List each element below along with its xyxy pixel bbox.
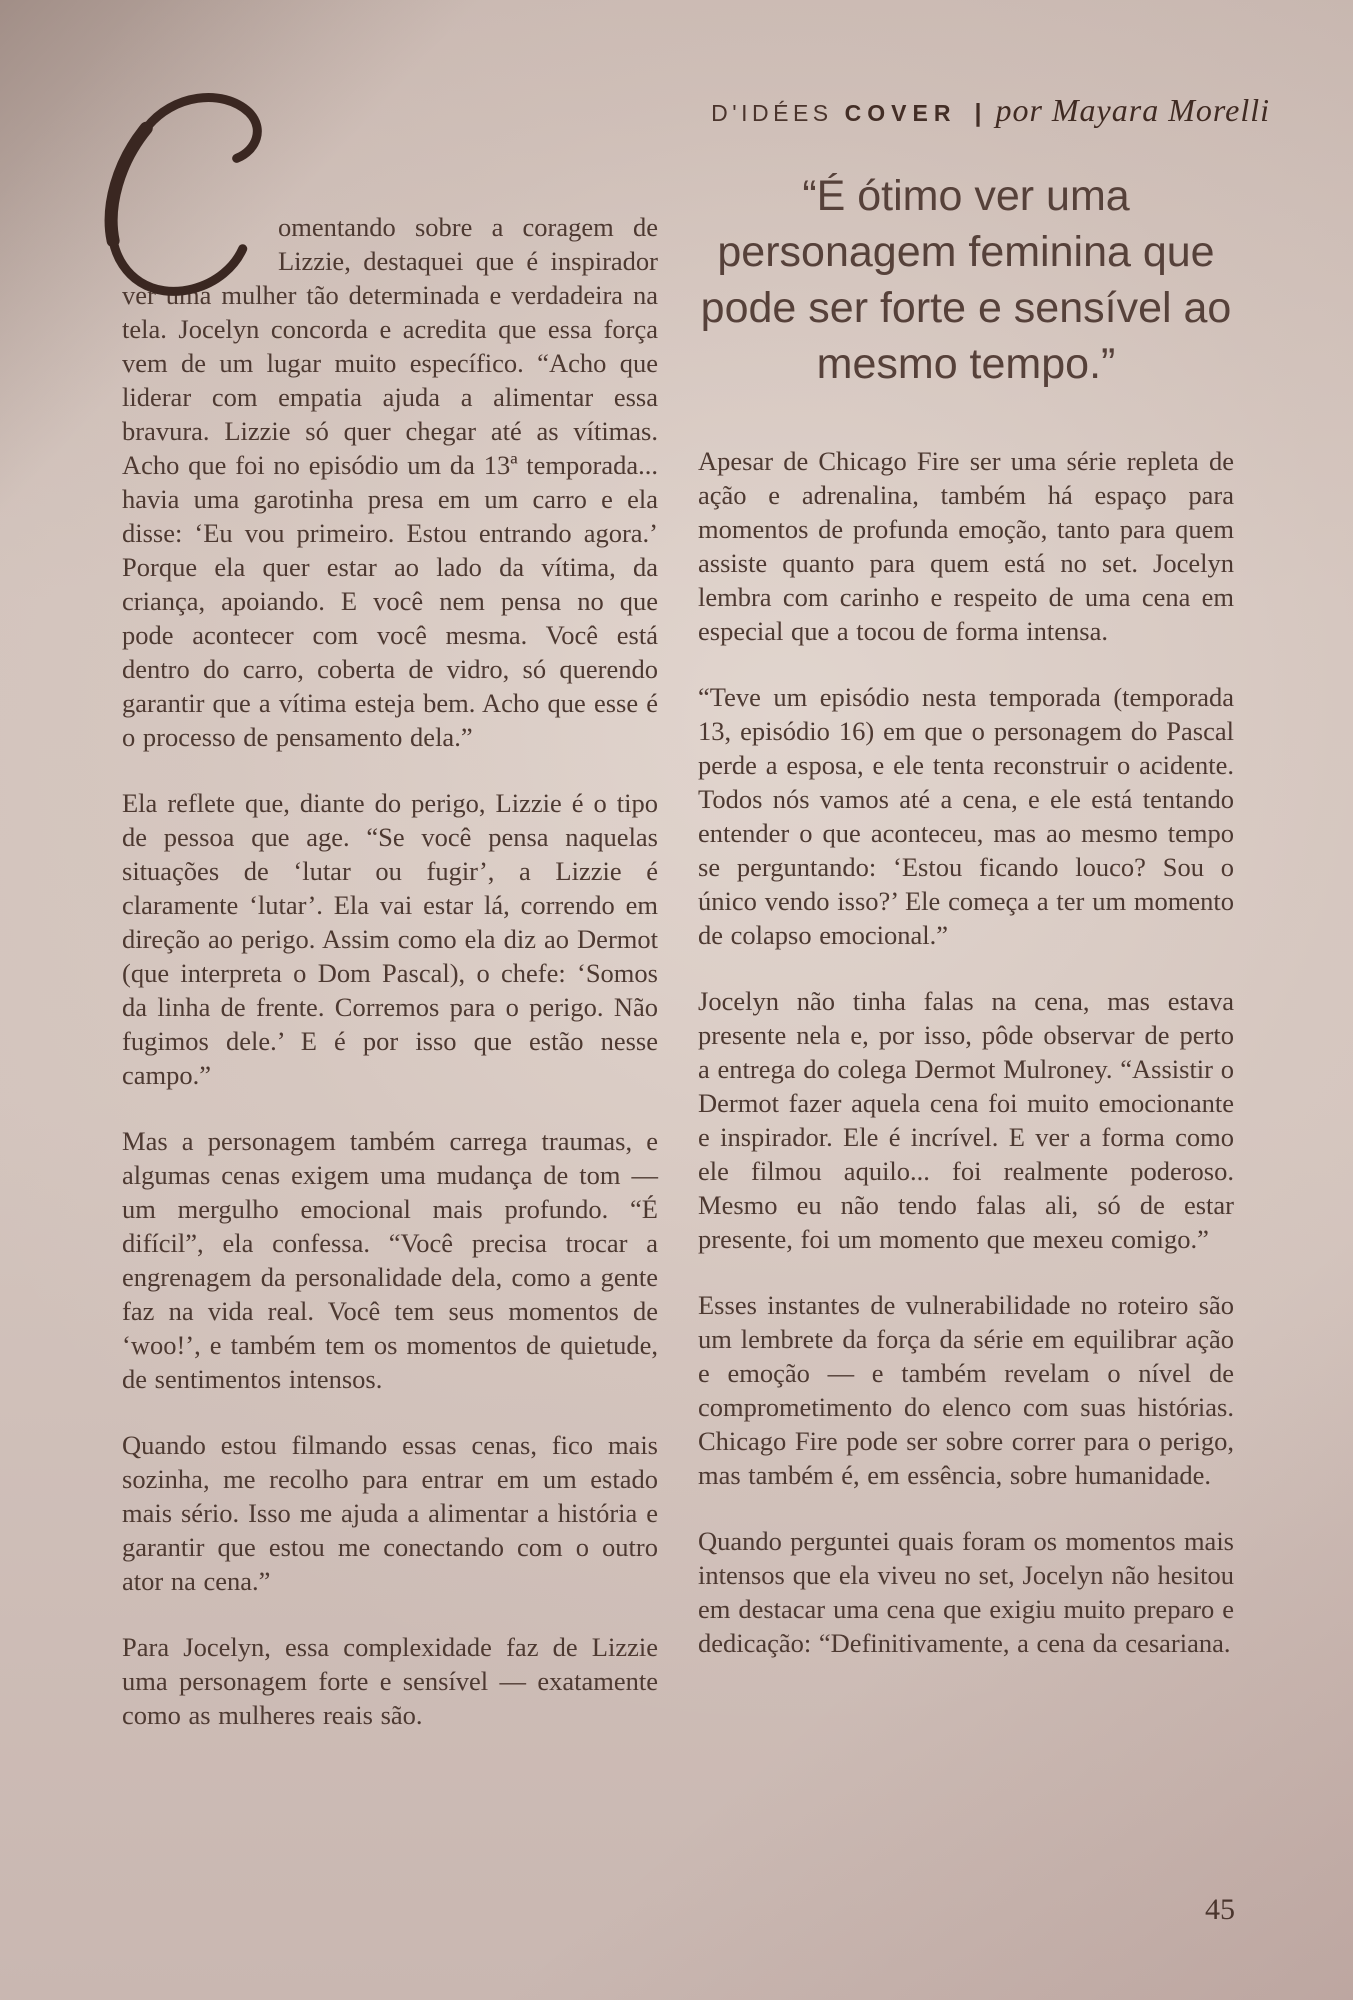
- paragraph: Ela reflete que, diante do perigo, Lizzie é o tipo de pessoa que age. “Se você pensa naquelas situações de ‘lutar ou fugir’, a Lizzie é claramente ‘lutar’. Ela vai estar lá, correndo em direção ao perigo. Assim como ela diz ao Dermot (que interpreta o Dom Pascal), o chefe: ‘Somos da linha de frente. Corremos para o perigo. Não fugimos dele.’ E é por isso que estão nesse campo.”: [122, 788, 658, 1090]
- script-letter-c-icon: [98, 84, 294, 300]
- left-column: [122, 162, 658, 1732]
- article-body: [122, 162, 1234, 1732]
- paragraph: “Teve um episódio nesta temporada (temporada 13, episódio 16) em que o personagem do Pascal perde a esposa, e ele tenta reconstruir o acidente. Todos nós vamos até a cena, e ele está tentando entender o que aconteceu, mas ao mesmo tempo se perguntando: ‘Estou ficando louco? Sou o único vendo isso?’ Ele começa a ter um momento de colapso emocional.”: [698, 682, 1234, 950]
- paragraph: [122, 210, 658, 754]
- paragraph: Quando estou filmando essas cenas, fico mais sozinha, me recolho para entrar em um estado mais sério. Isso me ajuda a alimentar a história e garantir que estou me conectando com o outro ator na cena.”: [122, 1430, 658, 1596]
- drop-cap: [122, 210, 278, 276]
- paragraph: Para Jocelyn, essa complexidade faz de Lizzie uma personagem forte e sensível — exatamente como as mulheres reais são.: [122, 1632, 658, 1730]
- section-label: COVER: [844, 100, 957, 126]
- magazine-brand: D'IDÉES: [711, 100, 833, 126]
- header-divider: |: [974, 99, 982, 127]
- page-header: [711, 92, 1270, 129]
- paragraph-text: omentando sobre a coragem de Lizzie, destaquei que é inspirador ver uma mulher tão determinada e verdadeira na tela. Jocelyn concorda e acredita que essa força vem de um lugar muito específico. “Acho que liderar com empatia ajuda a alimentar essa bravura. Lizzie só quer chegar até as vítimas. Acho que foi no episódio um da 13ª temporada... havia uma garotinha presa em um carro e ela disse: ‘Eu vou primeiro. Estou entrando agora.’ Porque ela quer estar ao lado da vítima, da criança, apoiando. E você nem pensa no que pode acontecer com você mesma. Você está dentro do carro, coberta de vidro, só querendo garantir que a vítima esteja bem. Acho que esse é o processo de pensamento dela.”: [122, 212, 658, 752]
- byline: por Mayara Morelli: [995, 92, 1270, 128]
- paragraph: Esses instantes de vulnerabilidade no roteiro são um lembrete da força da série em equilibrar ação e emoção — e também revelam o nível de comprometimento do elenco com suas histórias. Chicago Fire pode ser sobre correr para o perigo, mas também é, em essência, sobre humanidade.: [698, 1290, 1234, 1490]
- page-number: 45: [1205, 1893, 1235, 1926]
- paragraph: Jocelyn não tinha falas na cena, mas estava presente nela e, por isso, pôde observar de perto a entrega do colega Dermot Mulroney. “Assistir o Dermot fazer aquela cena foi muito emocionante e inspirador. Ele é incrível. E ver a forma como ele filmou aquilo... foi realmente poderoso. Mesmo eu não tendo falas ali, só de estar presente, foi um momento que mexeu comigo.”: [698, 986, 1234, 1254]
- right-column: [698, 162, 1234, 1732]
- paragraph: Apesar de Chicago Fire ser uma série repleta de ação e adrenalina, também há espaço para momentos de profunda emoção, tanto para quem assiste quanto para quem está no set. Jocelyn lembra com carinho e respeito de uma cena em especial que a tocou de forma intensa.: [698, 446, 1234, 646]
- paragraph: Quando perguntei quais foram os momentos mais intensos que ela viveu no set, Jocelyn não hesitou em destacar uma cena que exigiu muito preparo e dedicação: “Definitivamente, a cena da cesariana.: [698, 1526, 1234, 1658]
- pull-quote: “É ótimo ver uma personagem feminina que pode ser forte e sensível ao mesmo tempo.”: [700, 172, 1232, 388]
- paragraph: Mas a personagem também carrega traumas, e algumas cenas exigem uma mudança de tom — um mergulho emocional mais profundo. “É difícil”, ela confessa. “Você precisa trocar a engrenagem da personalidade dela, como a gente faz na vida real. Você tem seus momentos de ‘woo!’, e também tem os momentos de quietude, de sentimentos intensos.: [122, 1126, 658, 1394]
